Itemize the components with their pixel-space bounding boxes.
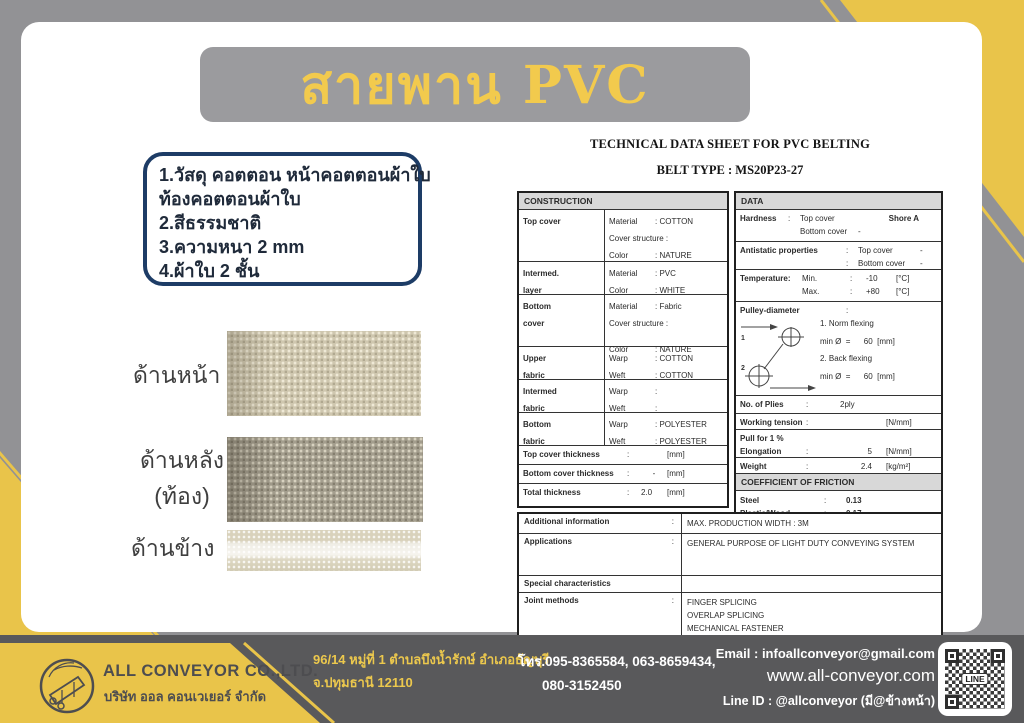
row-label: Intermed	[523, 387, 557, 396]
table-row	[519, 295, 727, 354]
back-side-label-line2: (ท้อง)	[154, 483, 210, 509]
table-row	[519, 576, 941, 593]
row-label: Joint methods	[524, 596, 579, 605]
table-row	[519, 262, 727, 295]
cell-key: Weft	[609, 437, 626, 446]
cell-unit: [mm]	[667, 450, 685, 459]
line-qr-code	[938, 642, 1012, 716]
row-label: Bottom cover thickness	[523, 469, 614, 478]
cell-value: : COTTON	[655, 217, 694, 226]
company-address	[313, 648, 549, 694]
cell-value: GENERAL PURPOSE OF LIGHT DUTY CONVEYING SYSTEM	[687, 539, 915, 548]
website-text: www.all-conveyor.com	[766, 666, 935, 685]
cell-key: Bottom cover	[858, 259, 906, 268]
pulley-detail: min Ø = 60 [mm]	[820, 372, 895, 381]
cell-unit: [N/mm]	[886, 447, 912, 456]
row-label: layer	[523, 286, 542, 295]
cell-value: FINGER SPLICING	[687, 598, 757, 607]
cell-unit: [mm]	[667, 469, 685, 478]
cell-key: Color	[609, 286, 629, 295]
table-row	[519, 465, 727, 484]
colon: :	[671, 596, 674, 605]
cell-key: Weft	[609, 404, 626, 413]
cell-unit: [N/mm]	[886, 418, 912, 427]
cell-key: Bottom cover	[800, 227, 848, 236]
cell-key: Min.	[802, 274, 818, 283]
row-label: fabric	[523, 437, 545, 446]
pulley-marker-2: 2	[741, 365, 745, 372]
construction-table	[517, 191, 729, 508]
cell-value: : NATURE	[655, 345, 692, 354]
cell-unit: [mm]	[667, 488, 685, 497]
data-table	[734, 191, 943, 524]
address-line: จ.ปทุมธานี 12110	[313, 675, 413, 690]
colon: :	[846, 246, 849, 255]
colon: :	[627, 469, 630, 478]
row-label: No. of Plies	[740, 400, 784, 409]
cell-value: : COTTON	[655, 371, 694, 380]
cell-value: : NATURE	[655, 251, 692, 260]
row-label: Antistatic properties	[740, 246, 818, 255]
spec-line: 1.วัสดุ คอตตอน หน้าคอตตอนผ้าใบ	[159, 165, 431, 185]
cell-key: Cover structure :	[609, 319, 669, 328]
table-row	[519, 514, 941, 534]
colon: :	[627, 450, 630, 459]
row-label: Working tension	[740, 418, 803, 427]
additional-info-table	[517, 512, 943, 640]
pulley-marker-1: 1	[741, 335, 745, 342]
spec-info-box	[143, 152, 431, 286]
cell-value: MECHANICAL FASTENER	[687, 624, 784, 633]
cell-key: Color	[609, 251, 629, 260]
colon: :	[824, 496, 827, 505]
row-label: fabric	[523, 371, 545, 380]
plies-row	[736, 396, 941, 414]
cell-value: :	[655, 404, 658, 413]
cell-value: : Fabric	[655, 302, 682, 311]
side-view-label: ด้านข้าง	[131, 535, 215, 561]
spec-line: 4.ผ้าใบ 2 ชั้น	[159, 261, 260, 281]
cell-value: 5	[867, 447, 872, 456]
cell-key: Material	[609, 217, 638, 226]
temperature-row	[736, 270, 941, 302]
antistatic-row	[736, 242, 941, 270]
cell-key: Warp	[609, 354, 628, 363]
company-name-en: ALL CONVEYOR CO.,LTD.	[103, 662, 319, 680]
front-side-image	[227, 331, 421, 416]
front-side-label: ด้านหน้า	[133, 362, 221, 388]
side-view-image	[227, 530, 421, 571]
cell-value: 2.0	[641, 488, 653, 497]
row-label: Top cover	[523, 217, 561, 226]
contact-block	[688, 646, 935, 711]
cell-value: +80	[866, 287, 880, 296]
table-row	[519, 413, 727, 446]
cell-value: : WHITE	[655, 286, 686, 295]
construction-header: CONSTRUCTION	[519, 193, 727, 210]
data-header: DATA	[736, 193, 941, 210]
cell-value: 2.4	[860, 462, 872, 471]
cell-value: -	[920, 259, 923, 268]
row-label: Steel	[740, 496, 760, 505]
row-label: Additional information	[524, 517, 610, 526]
row-label: Pull for 1 %	[740, 434, 784, 443]
cell-value: -	[652, 469, 656, 478]
cell-unit: [°C]	[896, 274, 910, 283]
spec-line: 3.ความหนา 2 mm	[159, 237, 305, 257]
row-label: Elongation	[740, 447, 782, 456]
cell-unit: [°C]	[896, 287, 910, 296]
pulley-item: 1. Norm flexing	[820, 319, 874, 328]
line-badge: LINE	[961, 673, 988, 685]
pulley-row	[736, 302, 941, 396]
cell-value	[641, 450, 667, 460]
weight-row	[736, 458, 941, 474]
colon: :	[806, 462, 809, 471]
colon: :	[850, 287, 853, 296]
phone-line: 080-3152450	[542, 678, 622, 693]
row-label: Upper	[523, 354, 547, 363]
back-side-label-line1: ด้านหลัง	[139, 447, 225, 473]
cell-value: :	[655, 387, 658, 396]
belt-type: BELT TYPE : MS20P23-27	[656, 163, 804, 177]
cell-key: Top cover	[858, 246, 893, 255]
cell-value: 2ply	[840, 400, 855, 409]
row-label: Applications	[524, 537, 573, 546]
table-row	[519, 210, 727, 262]
colon: :	[671, 537, 674, 546]
spec-line: ท้องคอตตอนผ้าใบ	[159, 189, 301, 209]
working-tension-row	[736, 414, 941, 430]
row-label: Top cover thickness	[523, 450, 600, 459]
line-id-text: Line ID : @allconveyor (มี@ข้างหน้า)	[722, 694, 935, 708]
colon: :	[627, 488, 630, 497]
pulley-item: 2. Back flexing	[820, 354, 873, 363]
cell-value: Shore A	[888, 214, 919, 223]
pull-elongation-row	[736, 430, 941, 458]
email-text: Email : infoallconveyor@gmail.com	[715, 646, 935, 661]
row-label: fabric	[523, 404, 545, 413]
table-row	[519, 593, 941, 638]
row-label: cover	[523, 319, 545, 328]
cell-key: Material	[609, 269, 638, 278]
row-label: Total thickness	[523, 488, 581, 497]
hardness-row	[736, 210, 941, 242]
colon: :	[788, 214, 791, 223]
cell-value: -	[920, 246, 923, 255]
cell-key: Top cover	[800, 214, 835, 223]
cell-value: -10	[866, 274, 878, 283]
qr-finder-icon	[945, 649, 959, 663]
cell-key: Weft	[609, 371, 626, 380]
row-label: Bottom	[523, 420, 551, 429]
cell-value: -	[858, 227, 861, 236]
company-name-th: บริษัท ออล คอนเวเยอร์ จำกัด	[104, 689, 267, 704]
cell-value: : PVC	[655, 269, 676, 278]
colon: :	[806, 447, 809, 456]
cell-key: Max.	[802, 287, 820, 296]
row-label: Weight	[740, 462, 767, 471]
cell-key: Warp	[609, 387, 628, 396]
cell-key: Cover structure :	[609, 234, 669, 243]
row-label: Special characteristics	[524, 579, 611, 588]
company-logo-icon	[38, 657, 96, 715]
qr-finder-icon	[945, 695, 959, 709]
cell-value: : COTTON	[655, 354, 694, 363]
table-row	[519, 380, 727, 413]
cell-value: OVERLAP SPLICING	[687, 611, 765, 620]
cell-value: 0.13	[846, 496, 862, 505]
colon: :	[806, 418, 809, 427]
pulley-diagram	[740, 318, 816, 394]
phone-line: โทร.095-8365584, 063-8659434,	[518, 654, 716, 669]
address-line: 96/14 หมู่ที่ 1 ตำบลบึงน้ำรักษ์ อำเภอธัญบุรี	[313, 652, 550, 667]
back-side-image	[227, 437, 423, 522]
row-label: Intermed.	[523, 269, 560, 278]
cell-value: : POLYESTER	[655, 420, 707, 429]
cell-key: Material	[609, 302, 638, 311]
back-side-label	[122, 443, 242, 515]
table-row	[519, 484, 727, 506]
table-row	[519, 534, 941, 576]
friction-header: COEFFICIENT OF FRICTION	[736, 474, 941, 491]
phone-numbers	[518, 650, 716, 698]
pulley-detail: min Ø = 60 [mm]	[820, 337, 895, 346]
cell-key: Warp	[609, 420, 628, 429]
cell-value: MAX. PRODUCTION WIDTH : 3M	[687, 519, 809, 528]
colon: :	[671, 517, 674, 526]
cell-key: Color	[609, 345, 629, 354]
colon: :	[846, 259, 849, 268]
title-banner	[200, 47, 750, 122]
row-label: Hardness	[740, 214, 777, 223]
page-title: สายพาน PVC	[300, 55, 650, 116]
row-label: Pulley-diameter	[740, 306, 800, 315]
table-row	[519, 347, 727, 380]
cell-unit: [kg/m²]	[886, 462, 911, 471]
colon: :	[806, 400, 809, 409]
cell-value: : POLYESTER	[655, 437, 707, 446]
qr-finder-icon	[991, 649, 1005, 663]
colon: :	[850, 274, 853, 283]
datasheet-title: TECHNICAL DATA SHEET FOR PVC BELTING	[589, 137, 871, 151]
row-label: Bottom	[523, 302, 551, 311]
row-label: Temperature:	[740, 274, 791, 283]
colon: :	[846, 306, 849, 315]
spec-line: 2.สีธรรมชาติ	[159, 213, 262, 233]
footer	[0, 635, 1024, 723]
